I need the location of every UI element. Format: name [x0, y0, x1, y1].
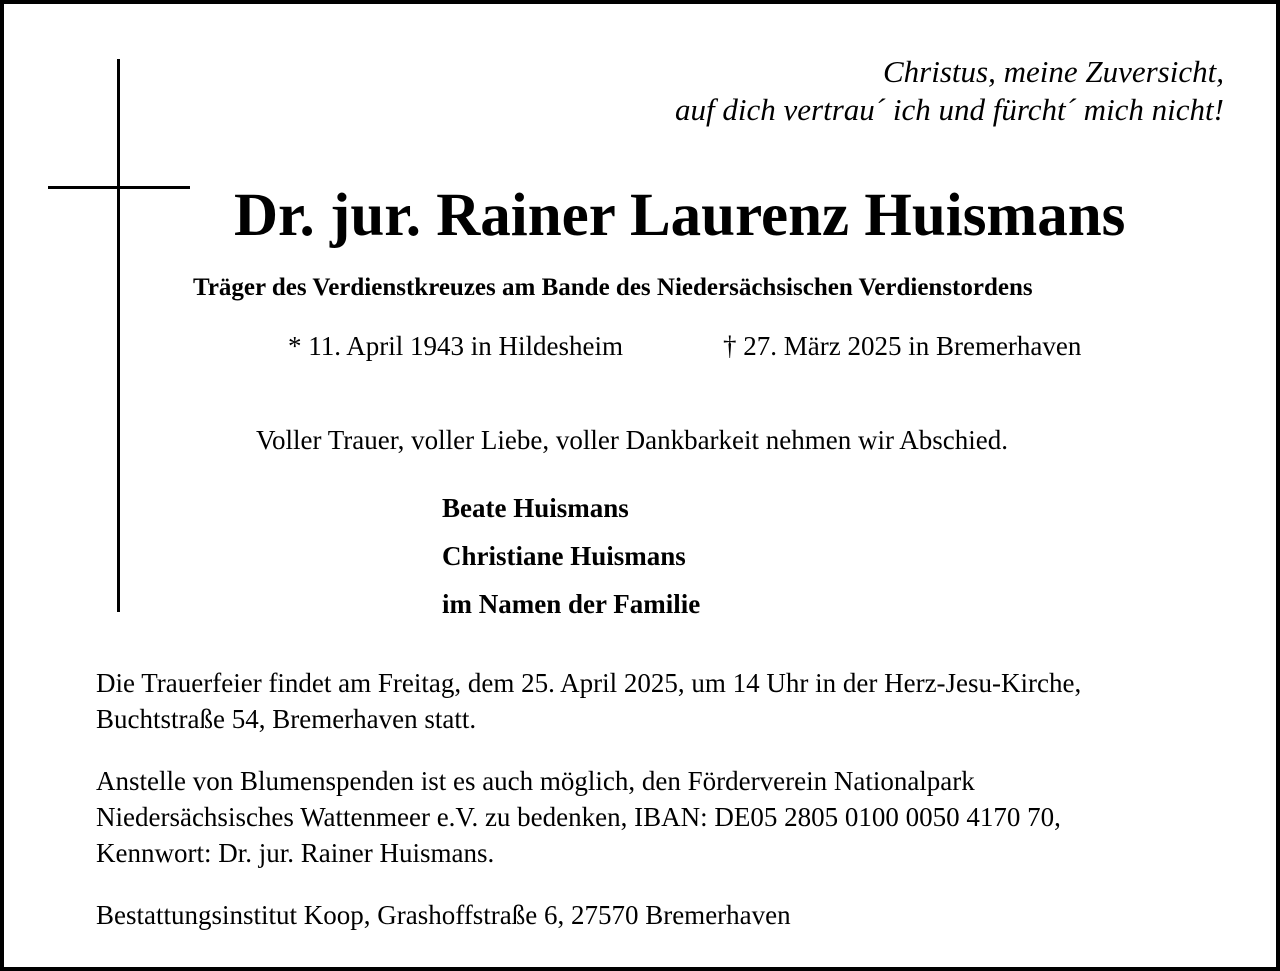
death-date: † 27. März 2025 in Bremerhaven: [723, 331, 1082, 361]
deceased-name: Dr. jur. Rainer Laurenz Huismans: [234, 182, 1126, 249]
motto-line-1: Christus, meine Zuversicht,: [883, 54, 1224, 89]
ceremony-line-2: Buchtstraße 54, Bremerhaven statt.: [96, 704, 477, 734]
bible-motto: [675, 53, 1224, 129]
farewell-text: Voller Trauer, voller Liebe, voller Dankbarkeit nehmen wir Abschied.: [256, 425, 1008, 455]
honor-line: Träger des Verdienstkreuzes am Bande des Niedersächsischen Verdienstordens: [193, 274, 1033, 301]
donation-line-3: Kennwort: Dr. jur. Rainer Huismans.: [96, 838, 495, 868]
signer-family: im Namen der Familie: [442, 589, 701, 619]
donation-paragraph: [96, 763, 1061, 871]
signer-name: Christiane Huismans: [442, 541, 686, 571]
donation-line-2: Niedersächsisches Wattenmeer e.V. zu bedenken, IBAN: DE05 2805 0100 0050 4170 70,: [96, 802, 1061, 832]
ceremony-line-1: Die Trauerfeier findet am Freitag, dem 25. April 2025, um 14 Uhr in der Herz-Jesu-Kirche,: [96, 668, 1082, 698]
birth-date: * 11. April 1943 in Hildesheim: [288, 331, 623, 361]
cross-vertical-bar: [117, 59, 120, 612]
cross-horizontal-bar: [48, 186, 190, 189]
signers-block: [442, 484, 700, 628]
ceremony-paragraph: [96, 665, 1081, 737]
donation-line-1: Anstelle von Blumenspenden ist es auch möglich, den Förderverein Nationalpark: [96, 766, 975, 796]
motto-line-2: auf dich vertrau´ ich und fürcht´ mich nicht!: [675, 92, 1224, 127]
undertaker-info: Bestattungsinstitut Koop, Grashoffstraße 6, 27570 Bremerhaven: [96, 900, 791, 930]
signer-name: Beate Huismans: [442, 493, 629, 523]
